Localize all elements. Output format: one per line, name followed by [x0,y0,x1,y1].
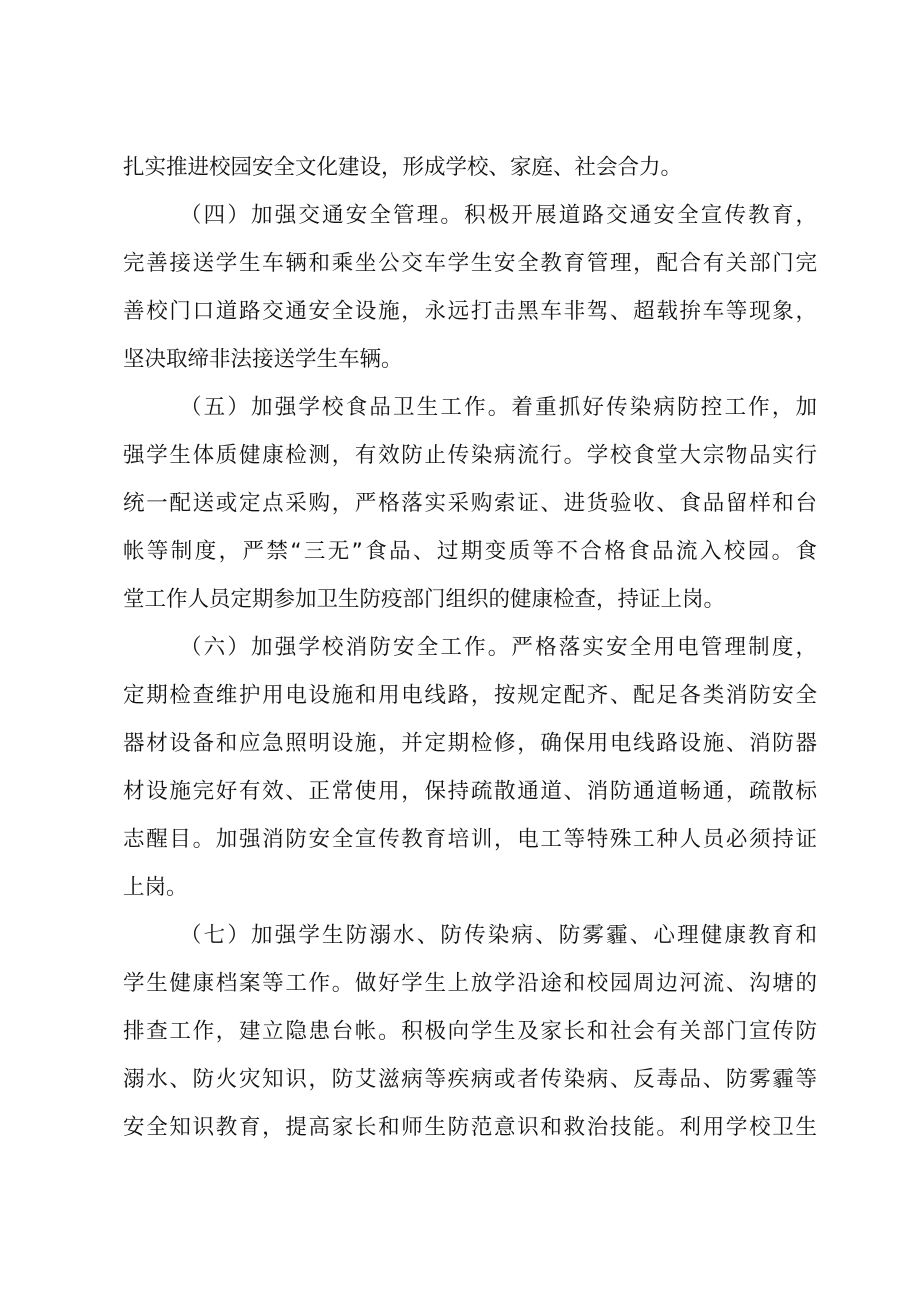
text-line: 排查工作，建立隐患台帐。积极向学生及家长和社会有关部门宣传防 [123,1019,817,1044]
text-line: 志醒目。加强消防安全宣传教育培训，电工等特殊工种人员必须持证 [123,827,817,852]
text-line: 强学生体质健康检测，有效防止传染病流行。学校食堂大宗物品实行 [123,443,817,468]
text-line: 材设施完好有效、正常使用，保持疏散通道、消防通道畅通，疏散标 [123,779,817,804]
text-line: 学生健康档案等工作。做好学生上放学沿途和校园周边河流、沟塘的 [123,971,817,996]
section-heading-line: （四）加强交通安全管理。积极开展道路交通安全宣传教育， [180,203,817,228]
text-line: 溺水、防火灾知识，防艾滋病等疾病或者传染病、反毒品、防雾霾等 [123,1067,817,1092]
text-line: 完善接送学生车辆和乘坐公交车学生安全教育管理，配合有关部门完 [123,251,817,276]
text-line: 扎实推进校园安全文化建设，形成学校、家庭、社会合力。 [123,155,683,180]
text-line: 坚决取缔非法接送学生车辆。 [123,347,403,372]
section-heading-line: （七）加强学生防溺水、防传染病、防雾霾、心理健康教育和 [180,923,817,948]
text-line: 帐等制度，严禁“三无”食品、过期变质等不合格食品流入校园。食 [123,539,817,564]
text-line: 堂工作人员定期参加卫生防疫部门组织的健康检查，持证上岗。 [123,587,726,612]
text-line: 统一配送或定点采购，严格落实采购索证、进货验收、食品留样和台 [123,491,817,516]
section-heading-line: （五）加强学校食品卫生工作。着重抓好传染病防控工作，加 [180,395,817,420]
text-line: 善校门口道路交通安全设施，永远打击黑车非驾、超载拚车等现象， [123,299,817,324]
text-line: 上岗。 [123,875,188,900]
text-line: 定期检查维护用电设施和用电线路，按规定配齐、配足各类消防安全 [123,683,817,708]
text-line: 器材设备和应急照明设施，并定期检修，确保用电线路设施、消防器 [123,731,817,756]
section-heading-line: （六）加强学校消防安全工作。严格落实安全用电管理制度， [180,635,817,660]
text-line: 安全知识教育，提高家长和师生防范意识和救治技能。利用学校卫生 [123,1115,817,1140]
